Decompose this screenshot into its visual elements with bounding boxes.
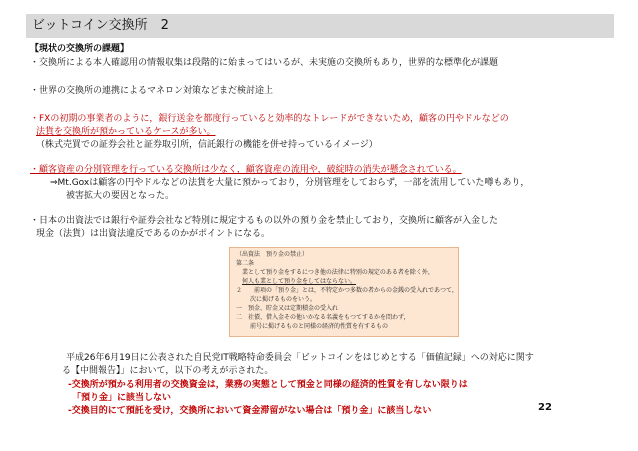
page-number: 22 [538,402,552,413]
interim-report-line1: 平成26年6月19日に公表された自民党IT戦略特命委員会「ビットコインをはじめとする「価値記録」への対応に関す [66,353,534,363]
bullet-investment-law-line1: ・日本の出資法では銀行や証券会社など特別に規定するもの以外の預り金を禁止しており，交換所に顧客が入金した [30,216,499,226]
bullet-segregation-line2: ⇒Mt.Goxは顧客の円やドルなどの法貨を大量に預かっており，分別管理をしておらず，一部を流用していた噂もあり， [50,178,530,188]
legal-line: 何人も業として預り金をしてはならない。 [242,278,357,285]
legal-line: （出資法 預り金の禁止） [236,251,309,258]
legal-line: 第二条 [236,260,255,267]
interim-report-point1-cont: 「預り金」に該当しない [72,393,172,403]
bullet-aml-cooperation: ・世界の交換所の連携によるマネロン対策などまだ検討途上 [30,86,274,96]
bullet-identity-check: ・交換所による本人確認用の情報収集は段階的に始まってはいるが、未実施の交換所もあり，世界的な標準化が課題 [30,58,499,68]
interim-report-point2: -交換目的にて預託を受け，交換所において資金滞留がない場合は「預り金」に該当しない [68,406,432,416]
bullet-investment-law-line2: 現金（法貨）は出資法違反であるのかがポイントになる。 [36,229,271,239]
bullet-fiat-custody-note: （株式売買での証券会社と証券取引所，信託銀行の機能を併せ持っているイメージ） [36,140,378,150]
title-bar [26,14,614,38]
legal-line: 前号に掲げるものと同様の経済的性質を有するもの [250,323,389,330]
legal-line: 二 社債、借入金その他いかなる名義をもつてするかを問わず， [236,314,410,321]
section-heading: 【現状の交換所の課題】 [30,44,130,54]
legal-line: 一 預金、貯金又は定期積金の受入れ [236,305,339,312]
interim-report-point1: -交換所が預かる利用者の交換資金は，業務の実態として預金と同様の経済的性質を有しない限りは [68,380,468,390]
legal-line: 業として預り金をするにつき他の法律に特別の規定のある者を除く外， [242,269,434,276]
legal-line: ２ 前項の「預り金」とは，不特定かつ多数の者からの金銭の受入れであつて， [236,287,458,294]
bullet-fiat-custody-line1: ・FXの初期の事業者のように，銀行送金を都度行っていると効率的なトレードができないため，顧客の円やドルなどの [30,114,509,124]
bullet-segregation-line3: 被害拡大の要因となった。 [66,191,175,201]
legal-line: 次に掲げるものをいう。 [250,296,317,303]
bullet-fiat-custody-line2: 法貨を交換所が預かっているケースが多い。 [36,127,216,137]
bullet-segregation-line1: ・顧客資産の分別管理を行っている交換所は少なく，顧客資産の流用や，破綻時の消失が懸念されている。 [30,165,462,175]
interim-report-line2: る【中間報告】」において，以下の考えが示された。 [62,366,274,376]
slide-title: ビットコイン交換所 2 [32,18,169,33]
legal-excerpt-box [229,247,459,337]
